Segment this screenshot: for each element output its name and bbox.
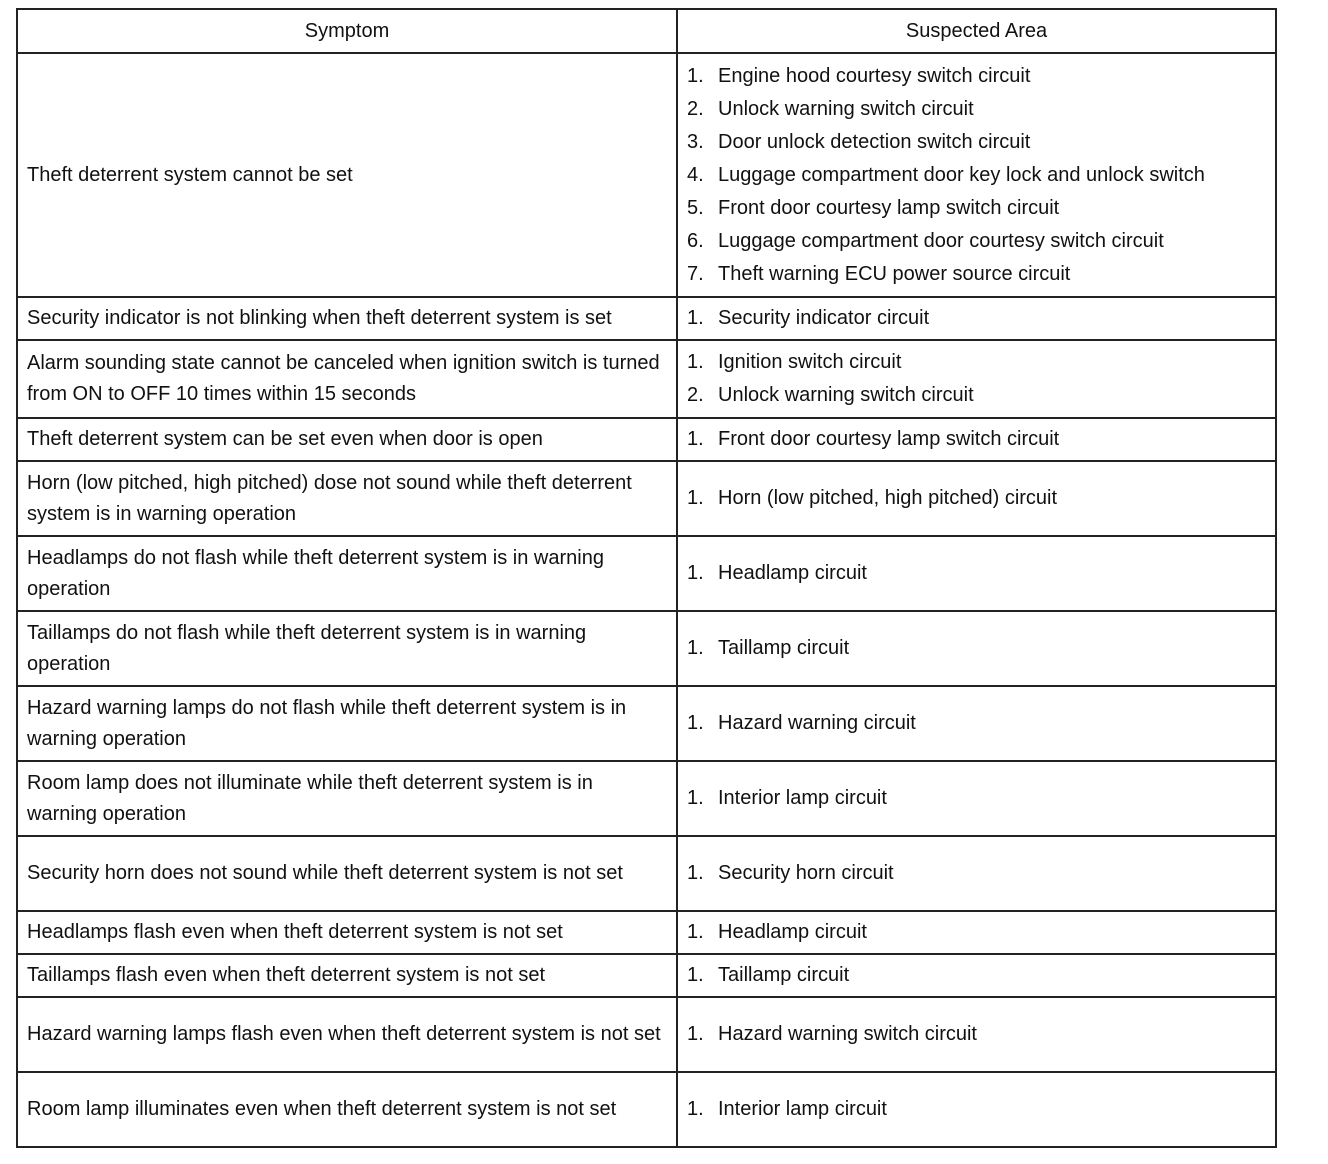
suspected-area-item <box>687 192 1266 225</box>
suspected-area-item <box>687 258 1266 291</box>
suspected-area-item <box>687 916 1266 949</box>
item-text: Security indicator circuit <box>718 307 930 329</box>
item-text: Luggage compartment door courtesy switch circuit <box>718 229 1164 252</box>
symptom-cell <box>17 911 677 954</box>
suspected-area-cell <box>677 297 1276 340</box>
item-number: 3. <box>687 130 704 153</box>
symptom-text: Theft deterrent system can be set even when door is open <box>27 428 543 450</box>
suspected-area-item <box>687 346 1266 379</box>
symptom-text: Hazard warning lamps do not flash while theft deterrent system is in warning operation <box>27 696 627 750</box>
symptom-text: Taillamps do not flash while theft deterrent system is in warning operation <box>27 621 587 675</box>
symptom-text: Security horn does not sound while theft deterrent system is not set <box>27 862 623 884</box>
item-number: 5. <box>687 196 704 219</box>
item-number: 1. <box>687 964 704 986</box>
item-text: Engine hood courtesy switch circuit <box>718 64 1031 87</box>
item-text: Security horn circuit <box>718 862 894 884</box>
item-number: 1. <box>687 862 704 884</box>
suspected-area-item <box>687 126 1266 159</box>
item-text: Taillamp circuit <box>718 637 850 659</box>
suspected-area-item <box>687 557 1266 590</box>
suspected-area-item <box>687 707 1266 740</box>
suspected-area-cell <box>677 997 1276 1072</box>
suspected-area-item <box>687 857 1266 890</box>
suspected-area-cell <box>677 836 1276 911</box>
item-number: 4. <box>687 163 704 186</box>
symptom-text: Hazard warning lamps flash even when theft deterrent system is not set <box>27 1023 661 1045</box>
item-number: 1. <box>687 921 704 943</box>
symptom-cell <box>17 461 677 536</box>
table-row <box>17 1072 1276 1147</box>
table-row <box>17 686 1276 761</box>
table-row <box>17 611 1276 686</box>
symptom-text: Headlamps do not flash while theft deterrent system is in warning operation <box>27 546 604 600</box>
symptom-table <box>16 8 1277 1148</box>
item-number: 1. <box>687 487 704 509</box>
item-text: Unlock warning switch circuit <box>718 97 974 120</box>
item-number: 2. <box>687 97 704 120</box>
item-number: 1. <box>687 64 704 87</box>
suspected-area-item <box>687 632 1266 665</box>
suspected-area-cell <box>677 461 1276 536</box>
suspected-area-cell <box>677 611 1276 686</box>
symptom-text: Horn (low pitched, high pitched) dose not sound while theft deterrent system is in warning operation <box>27 471 632 525</box>
item-text: Taillamp circuit <box>718 964 850 986</box>
item-number: 7. <box>687 262 704 285</box>
suspected-area-item <box>687 379 1266 412</box>
symptom-cell <box>17 1072 677 1147</box>
item-text: Interior lamp circuit <box>718 787 887 809</box>
item-number: 1. <box>687 637 704 659</box>
item-text: Interior lamp circuit <box>718 1098 887 1120</box>
item-number: 6. <box>687 229 704 252</box>
table-row <box>17 536 1276 611</box>
symptom-cell <box>17 340 677 418</box>
symptom-text: Taillamps flash even when theft deterrent system is not set <box>27 964 546 986</box>
symptom-text: Alarm sounding state cannot be canceled when ignition switch is turned from ON to OFF 10 times within 15 seconds <box>27 352 660 405</box>
item-text: Front door courtesy lamp switch circuit <box>718 196 1060 219</box>
symptom-cell <box>17 297 677 340</box>
table-row <box>17 297 1276 340</box>
suspected-area-item <box>687 93 1266 126</box>
symptom-cell <box>17 53 677 297</box>
item-number: 1. <box>687 787 704 809</box>
table-row <box>17 836 1276 911</box>
table-row <box>17 997 1276 1072</box>
column-header-suspected-area: Suspected Area <box>677 9 1276 53</box>
item-text: Unlock warning switch circuit <box>718 384 974 406</box>
suspected-area-cell <box>677 1072 1276 1147</box>
suspected-area-cell <box>677 954 1276 997</box>
suspected-area-item <box>687 423 1266 456</box>
suspected-area-item <box>687 60 1266 93</box>
item-number: 1. <box>687 712 704 734</box>
item-text: Front door courtesy lamp switch circuit <box>718 428 1060 450</box>
symptom-cell <box>17 761 677 836</box>
table-row <box>17 461 1276 536</box>
suspected-area-cell <box>677 911 1276 954</box>
item-text: Hazard warning switch circuit <box>718 1023 977 1045</box>
symptom-text: Room lamp does not illuminate while theft deterrent system is in warning operation <box>27 771 593 825</box>
symptom-text: Security indicator is not blinking when theft deterrent system is set <box>27 307 612 329</box>
suspected-area-cell <box>677 536 1276 611</box>
item-text: Luggage compartment door key lock and unlock switch <box>718 163 1205 186</box>
suspected-area-item <box>687 225 1266 258</box>
suspected-area-cell <box>677 686 1276 761</box>
item-text: Hazard warning circuit <box>718 712 916 734</box>
item-number: 1. <box>687 428 704 450</box>
suspected-area-item <box>687 482 1266 515</box>
suspected-area-item <box>687 1093 1266 1126</box>
suspected-area-item <box>687 302 1266 335</box>
item-text: Horn (low pitched, high pitched) circuit <box>718 487 1058 509</box>
suspected-area-item <box>687 159 1266 192</box>
item-number: 1. <box>687 351 704 373</box>
table-row <box>17 761 1276 836</box>
table-row <box>17 954 1276 997</box>
table-row <box>17 418 1276 461</box>
item-text: Headlamp circuit <box>718 921 867 943</box>
suspected-area-cell <box>677 53 1276 297</box>
item-number: 1. <box>687 1023 704 1045</box>
suspected-area-item <box>687 959 1266 992</box>
symptom-cell <box>17 997 677 1072</box>
suspected-area-item <box>687 1018 1266 1051</box>
table-row <box>17 911 1276 954</box>
item-number: 1. <box>687 307 704 329</box>
table-body <box>17 53 1276 1147</box>
symptom-cell <box>17 954 677 997</box>
item-text: Ignition switch circuit <box>718 351 902 373</box>
suspected-area-cell <box>677 418 1276 461</box>
symptom-cell <box>17 536 677 611</box>
item-text: Door unlock detection switch circuit <box>718 130 1031 153</box>
symptom-text: Room lamp illuminates even when theft deterrent system is not set <box>27 1098 617 1120</box>
symptom-text: Theft deterrent system cannot be set <box>27 163 353 186</box>
item-text: Headlamp circuit <box>718 562 867 584</box>
table-row <box>17 53 1276 297</box>
item-text: Theft warning ECU power source circuit <box>718 262 1071 285</box>
symptom-text: Headlamps flash even when theft deterrent system is not set <box>27 921 563 943</box>
suspected-area-cell <box>677 340 1276 418</box>
item-number: 2. <box>687 384 704 406</box>
symptom-cell <box>17 686 677 761</box>
suspected-area-cell <box>677 761 1276 836</box>
symptom-cell <box>17 418 677 461</box>
table-row <box>17 340 1276 418</box>
suspected-area-item <box>687 782 1266 815</box>
item-number: 1. <box>687 1098 704 1120</box>
table-header-row <box>17 9 1276 53</box>
symptom-cell <box>17 836 677 911</box>
symptom-cell <box>17 611 677 686</box>
column-header-symptom: Symptom <box>17 9 677 53</box>
item-number: 1. <box>687 562 704 584</box>
